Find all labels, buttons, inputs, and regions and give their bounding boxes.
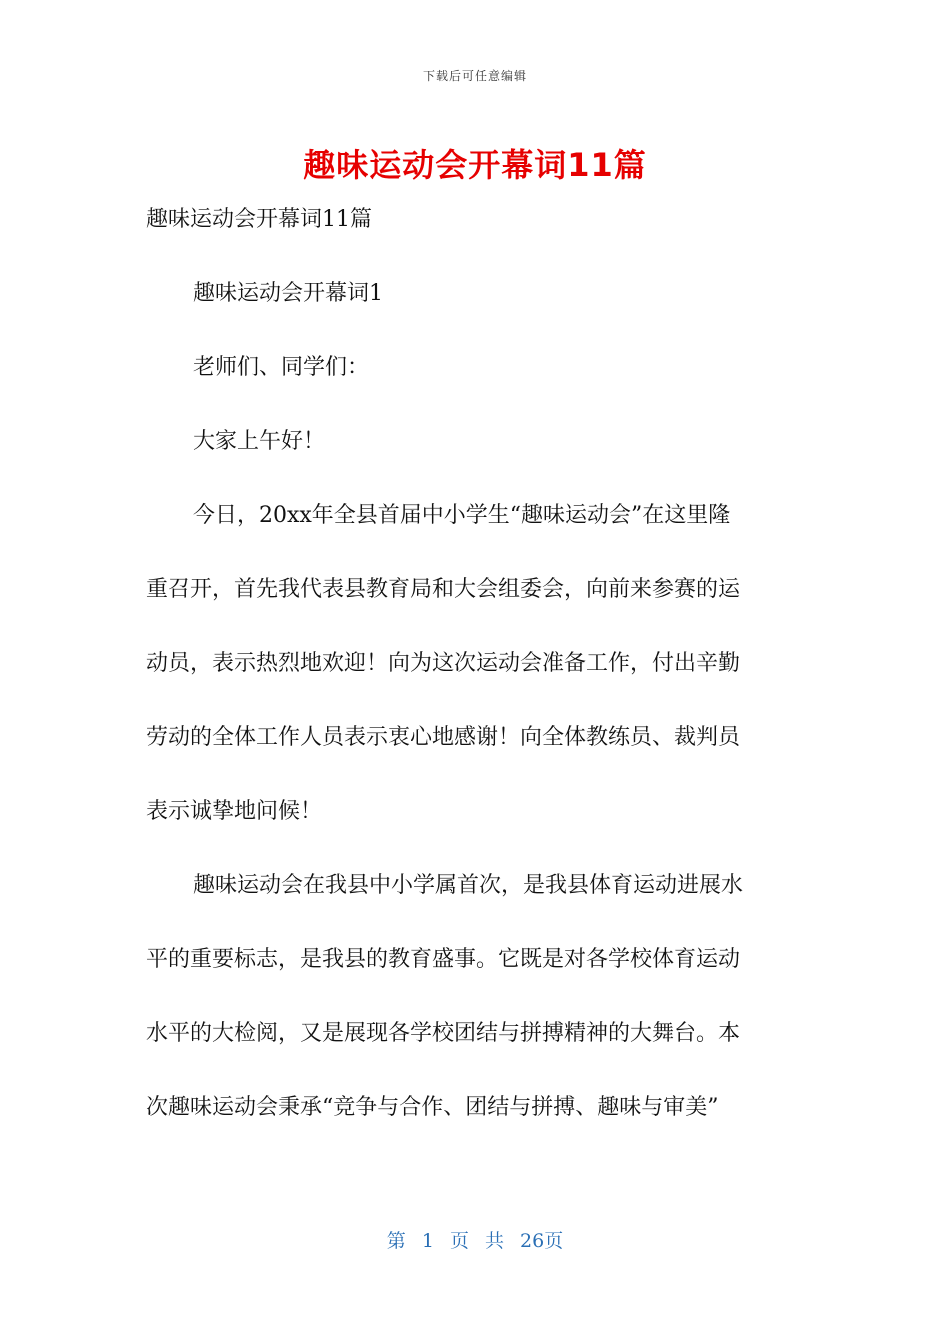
body-line: 大家上午好！ xyxy=(193,429,326,454)
document-title: 趣味运动会开幕词11篇 xyxy=(303,146,647,184)
body-line: 水平的大检阅，又是展现各学校团结与拼搏精神的大舞台。本 xyxy=(146,1021,741,1046)
body-line: 趣味运动会开幕词11篇 xyxy=(146,207,372,232)
document-body xyxy=(146,196,796,1158)
body-line: 老师们、同学们： xyxy=(193,355,370,380)
body-line: 次趣味运动会秉承“竞争与合作、团结与拼搏、趣味与审美” xyxy=(146,1095,719,1120)
body-line: 动员，表示热烈地欢迎！向为这次运动会准备工作，付出辛勤 xyxy=(146,651,741,676)
body-line: 平的重要标志，是我县的教育盛事。它既是对各学校体育运动 xyxy=(146,947,741,972)
body-line: 今日，20xx年全县首届中小学生“趣味运动会”在这里隆 xyxy=(193,503,731,528)
body-line: 表示诚挚地问候！ xyxy=(146,799,323,824)
body-line: 趣味运动会在我县中小学属首次，是我县体育运动进展水 xyxy=(193,873,744,898)
page-number: 第 1 页 共 26页 xyxy=(386,1230,564,1252)
body-line: 劳动的全体工作人员表示衷心地感谢！向全体教练员、裁判员 xyxy=(146,725,741,750)
body-line: 趣味运动会开幕词1 xyxy=(193,281,383,306)
body-line: 重召开，首先我代表县教育局和大会组委会，向前来参赛的运 xyxy=(146,577,741,602)
header-note: 下载后可任意编辑 xyxy=(422,69,527,83)
